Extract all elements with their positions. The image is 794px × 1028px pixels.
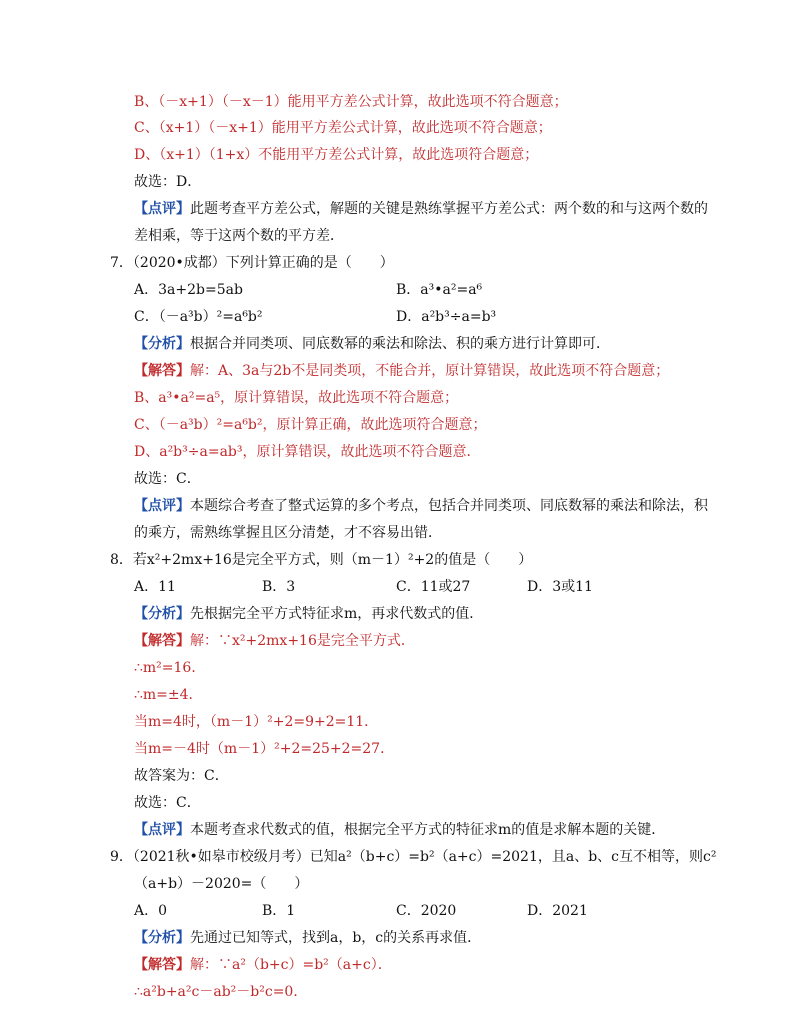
q8-solution-line1	[134, 630, 684, 652]
q7-comment-line2: 的乘方，需熟练掌握且区分清楚，才不容易出错．	[134, 525, 442, 541]
q7-solution-line3: C、（－a³b）²=a⁶b²，原计算正确，故此选项符合题意；	[134, 417, 487, 433]
q7-solution-line4: D、a²b³÷a=ab³，原计算错误，故此选项不符合题意．	[134, 444, 481, 460]
prev-answer-d: D、（x+1）（1+x）不能用平方差公式计算，故此选项符合题意；	[134, 147, 539, 163]
analysis-text: 先根据完全平方式特征求m，再求代数式的值．	[190, 606, 484, 622]
analysis-tag: 【分析】	[134, 336, 190, 352]
analysis-tag: 【分析】	[134, 930, 190, 946]
q9-option-d: D．2021	[527, 903, 588, 919]
analysis-text: 根据合并同类项、同底数幂的乘法和除法、积的乘方进行计算即可．	[190, 336, 610, 352]
q8-solution-line3: ∴m=±4．	[134, 687, 203, 703]
q8-answer: 故答案为：C．	[134, 768, 229, 784]
q7-choose: 故选：C．	[134, 471, 201, 487]
q8-solution-line2: ∴m²=16．	[134, 660, 206, 676]
comment-text: 本题考查求代数式的值，根据完全平方式的特征求m的值是求解本题的关键．	[190, 822, 666, 838]
comment-tag: 【点评】	[134, 498, 190, 514]
prev-comment-line1	[134, 198, 708, 220]
comment-tag: 【点评】	[134, 201, 190, 217]
q8-option-b: B．3	[262, 579, 296, 595]
q9-solution-line1	[134, 954, 684, 976]
q9-option-a: A．0	[134, 903, 168, 919]
q7-option-a: A．3a+2b=5ab	[134, 282, 243, 298]
q7-option-d: D．a²b³÷a=b³	[396, 309, 497, 325]
comment-tag: 【点评】	[134, 822, 190, 838]
q7-comment-line1	[134, 495, 708, 517]
q7-analysis	[134, 333, 684, 355]
solution-text: 解：A、3a与2b不是同类项，不能合并，原计算错误，故此选项不符合题意；	[190, 363, 670, 379]
q8-option-d: D．3或11	[527, 579, 593, 595]
comment-text: 此题考查平方差公式，解题的关键是熟练掌握平方差公式：两个数的和与这两个数的	[190, 201, 708, 217]
q9-option-c: C．2020	[396, 903, 457, 919]
q8-solution-line5: 当m=－4时（m－1）²+2=25+2=27．	[134, 741, 395, 757]
prev-comment-line2: 差相乘，等于这两个数的平方差．	[134, 228, 344, 244]
q7-option-c: C．（－a³b）²=a⁶b²	[134, 309, 263, 325]
analysis-text: 先通过已知等式，找到a，b，c的关系再求值．	[190, 930, 482, 946]
q7-stem: 7．（2020•成都）下列计算正确的是（ ）	[110, 255, 394, 271]
q9-solution-line2: ∴a²b+a²c－ab²－b²c=0．	[134, 984, 308, 1000]
q8-choose: 故选：C．	[134, 795, 201, 811]
q8-solution-line4: 当m=4时，（m－1）²+2=9+2=11．	[134, 714, 379, 730]
prev-choose: 故选：D．	[134, 174, 202, 190]
q9-stem-line1: 9．（2021秋•如皋市校级月考）已知a²（b+c）=b²（a+c）=2021，且a、b、c互不相等，则c²	[110, 849, 717, 865]
q9-option-b: B．1	[262, 903, 296, 919]
q7-solution-line2: B、a³•a²=a⁵，原计算错误，故此选项不符合题意；	[134, 390, 459, 406]
q8-analysis	[134, 603, 684, 625]
solution-text: 解：∵x²+2mx+16是完全平方式．	[190, 633, 415, 649]
q8-comment	[134, 819, 684, 841]
analysis-tag: 【分析】	[134, 606, 190, 622]
prev-answer-b: B、（－x+1）（－x－1）能用平方差公式计算，故此选项不符合题意；	[134, 94, 568, 110]
q9-analysis	[134, 927, 684, 949]
q8-option-a: A．11	[134, 579, 176, 595]
q9-stem-line2: （a+b）－2020=（ ）	[134, 876, 309, 892]
solution-tag: 【解答】	[134, 363, 190, 379]
solution-tag: 【解答】	[134, 957, 190, 973]
solution-tag: 【解答】	[134, 633, 190, 649]
q7-solution-line1	[134, 360, 684, 382]
q8-stem: 8．若x²+2mx+16是完全平方式，则（m－1）²+2的值是（ ）	[110, 552, 533, 568]
prev-answer-c: C、（x+1）（－x+1）能用平方差公式计算，故此选项不符合题意；	[134, 120, 552, 136]
q8-option-c: C．11或27	[396, 579, 471, 595]
q7-option-b: B．a³•a²=a⁶	[396, 282, 483, 298]
comment-text: 本题综合考查了整式运算的多个考点，包括合并同类项、同底数幂的乘法和除法，积	[190, 498, 708, 514]
solution-text: 解：∵a²（b+c）=b²（a+c）．	[190, 957, 392, 973]
